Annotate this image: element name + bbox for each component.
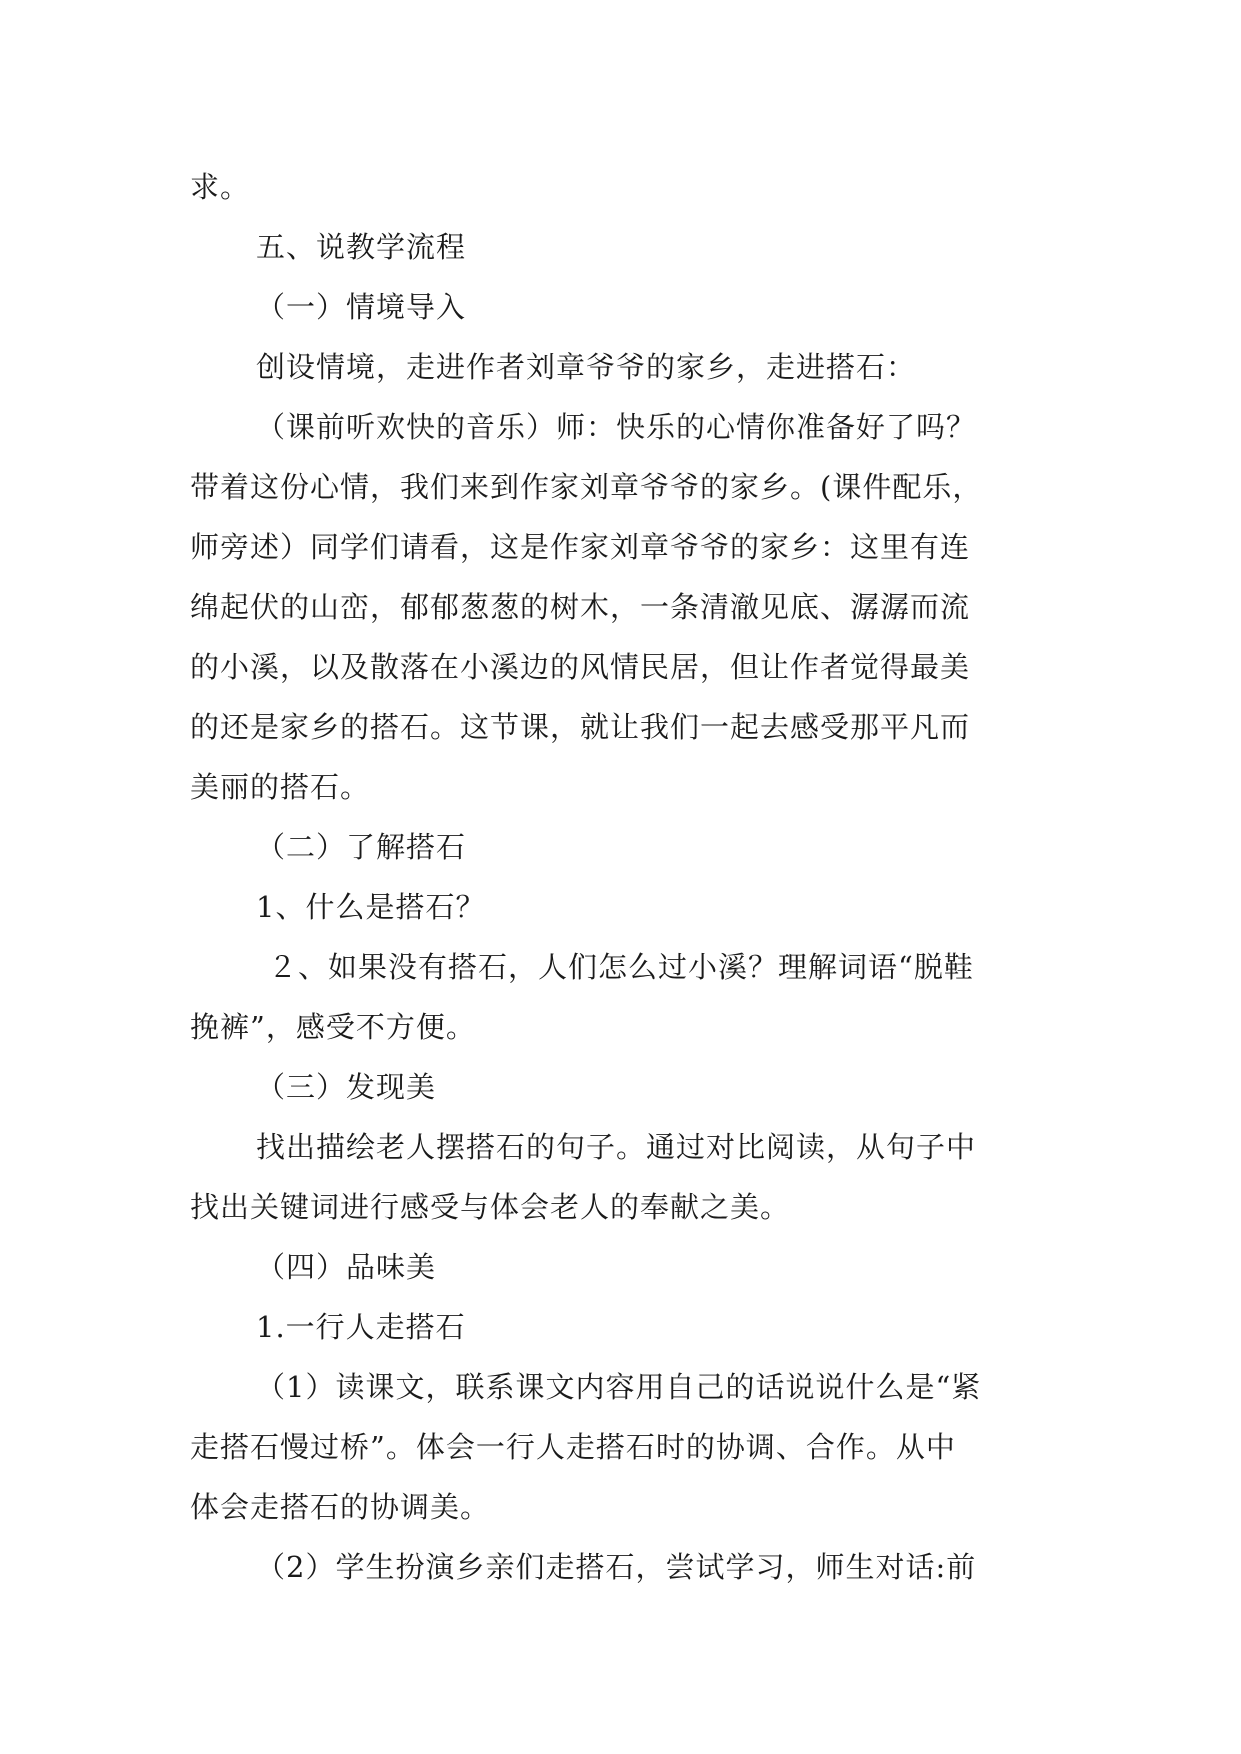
list-item: ２、如果没有搭石，人们怎么过小溪？理解词语“脱鞋 [268,950,974,984]
body-text [190,157,1046,1597]
list-item: 1.一行人走搭石 [256,1310,466,1344]
text-line: （课前听欢快的音乐）师：快乐的心情你准备好了吗？ [256,410,977,444]
list-item: （2）学生扮演乡亲们走搭石，尝试学习，师生对话:前 [256,1550,977,1584]
subsection-heading: （一）情境导入 [256,290,467,324]
section-heading: 五、说教学流程 [256,230,467,264]
list-item: （1）读课文，联系课文内容用自己的话说说什么是“紧 [256,1370,982,1404]
text-line: 找出关键词进行感受与体会老人的奉献之美。 [190,1190,791,1224]
text-line: 绵起伏的山峦，郁郁葱葱的树木，一条清澈见底、潺潺而流 [190,590,971,624]
subsection-heading: （二）了解搭石 [256,830,467,864]
text-line: 师旁述）同学们请看，这是作家刘章爷爷的家乡：这里有连 [190,530,971,564]
text-line: 体会走搭石的协调美。 [190,1490,491,1524]
text-line: 的小溪，以及散落在小溪边的风情民居，但让作者觉得最美 [190,650,971,684]
text-line: 挽裤”，感受不方便。 [190,1010,476,1044]
text-line: 找出描绘老人摆搭石的句子。通过对比阅读，从句子中 [256,1130,977,1164]
text-line: 的还是家乡的搭石。这节课，就让我们一起去感受那平凡而 [190,710,971,744]
text-line: 带着这份心情，我们来到作家刘章爷爷的家乡。(课件配乐， [190,470,983,504]
subsection-heading: （三）发现美 [256,1070,437,1104]
list-item: 1、什么是搭石？ [256,890,486,924]
text-line: 美丽的搭石。 [190,770,371,804]
subsection-heading: （四）品味美 [256,1250,437,1284]
text-line: 创设情境，走进作者刘章爷爷的家乡，走进搭石： [256,350,917,384]
text-line: 求。 [190,170,251,204]
text-line: 走搭石慢过桥”。体会一行人走搭石时的协调、合作。从中 [190,1430,956,1464]
